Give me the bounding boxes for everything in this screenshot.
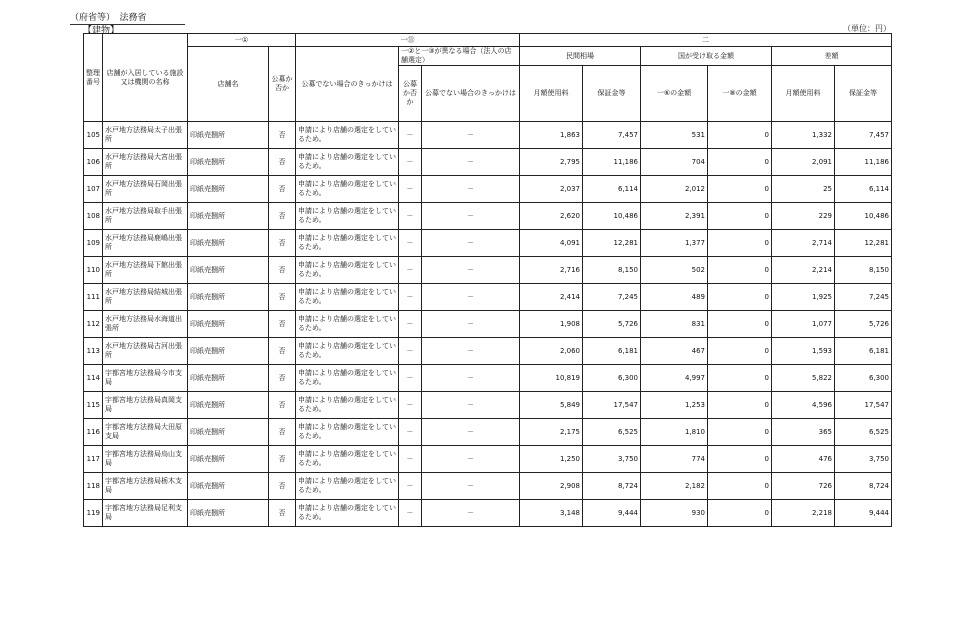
row-diff-monthly: 1,593 (772, 338, 835, 365)
row-received-8: 0 (708, 473, 772, 500)
row-received-6: 704 (641, 149, 708, 176)
row-market-deposit: 10,486 (583, 203, 641, 230)
row-market-monthly: 2,060 (520, 338, 583, 365)
row-received-8: 0 (708, 392, 772, 419)
row-diff-monthly: 1,077 (772, 311, 835, 338)
row-no: 118 (84, 473, 103, 500)
row-sub-public: － (399, 257, 422, 284)
row-market-deposit: 9,444 (583, 500, 641, 527)
row-public: 否 (269, 473, 296, 500)
row-diff-deposit: 12,281 (835, 230, 892, 257)
row-market-monthly: 2,620 (520, 203, 583, 230)
row-sub-public: － (399, 473, 422, 500)
row-shop: 印紙売捌所 (188, 500, 269, 527)
row-public: 否 (269, 284, 296, 311)
row-reason: 申請により店舗の選定をしているため。 (296, 419, 399, 446)
row-sub-public: － (399, 230, 422, 257)
table-row (84, 311, 892, 338)
row-sub-reason: － (422, 176, 520, 203)
table-row (84, 392, 892, 419)
row-public: 否 (269, 419, 296, 446)
row-facility: 宇都宮地方法務局大田原支局 (103, 419, 188, 446)
row-diff-deposit: 7,457 (835, 122, 892, 149)
row-no: 108 (84, 203, 103, 230)
col-sub-reason-header: 公募でない場合のきっかけは (422, 66, 520, 122)
row-facility: 宇都宮地方法務局栃木支局 (103, 473, 188, 500)
row-reason: 申請により店舗の選定をしているため。 (296, 203, 399, 230)
table-row (84, 365, 892, 392)
row-sub-public: － (399, 446, 422, 473)
row-received-6: 2,012 (641, 176, 708, 203)
row-sub-reason: － (422, 284, 520, 311)
row-market-deposit: 6,114 (583, 176, 641, 203)
row-received-8: 0 (708, 365, 772, 392)
row-public: 否 (269, 230, 296, 257)
row-diff-monthly: 1,332 (772, 122, 835, 149)
row-diff-deposit: 6,300 (835, 365, 892, 392)
col-diff-header: 差額 (772, 47, 892, 66)
group-11-header: 一⑪ (296, 34, 520, 47)
table-row (84, 257, 892, 284)
row-received-6: 2,182 (641, 473, 708, 500)
row-reason: 申請により店舗の選定をしているため。 (296, 122, 399, 149)
row-public: 否 (269, 338, 296, 365)
table-row (84, 176, 892, 203)
row-shop: 印紙売捌所 (188, 122, 269, 149)
row-market-deposit: 3,750 (583, 446, 641, 473)
row-sub-public: － (399, 284, 422, 311)
row-received-8: 0 (708, 311, 772, 338)
row-public: 否 (269, 149, 296, 176)
row-no: 113 (84, 338, 103, 365)
row-market-deposit: 6,300 (583, 365, 641, 392)
row-received-6: 930 (641, 500, 708, 527)
row-facility: 水戸地方法務局下館出張所 (103, 257, 188, 284)
row-sub-public: － (399, 149, 422, 176)
row-sub-reason: － (422, 257, 520, 284)
row-diff-monthly: 5,822 (772, 365, 835, 392)
row-reason: 申請により店舗の選定をしているため。 (296, 176, 399, 203)
col-monthly2-header: 月額使用料 (772, 66, 835, 122)
row-sub-reason: － (422, 473, 520, 500)
row-reason: 申請により店舗の選定をしているため。 (296, 338, 399, 365)
row-shop: 印紙売捌所 (188, 419, 269, 446)
row-market-monthly: 2,908 (520, 473, 583, 500)
row-reason: 申請により店舗の選定をしているため。 (296, 230, 399, 257)
row-received-6: 1,253 (641, 392, 708, 419)
col-sub-public-header: 公募か否か (399, 66, 422, 122)
row-facility: 宇都宮地方法務局真岡支局 (103, 392, 188, 419)
row-sub-reason: － (422, 500, 520, 527)
row-market-monthly: 2,037 (520, 176, 583, 203)
row-sub-reason: － (422, 338, 520, 365)
row-reason: 申請により店舗の選定をしているため。 (296, 257, 399, 284)
row-diff-deposit: 7,245 (835, 284, 892, 311)
col-deposit2-header: 保証金等 (835, 66, 892, 122)
unit-label: （単位：円） (843, 24, 891, 33)
row-public: 否 (269, 392, 296, 419)
row-diff-monthly: 476 (772, 446, 835, 473)
row-market-deposit: 5,726 (583, 311, 641, 338)
row-diff-deposit: 9,444 (835, 500, 892, 527)
group-1-header: 一① (188, 34, 296, 47)
row-diff-deposit: 8,724 (835, 473, 892, 500)
row-public: 否 (269, 365, 296, 392)
row-facility: 宇都宮地方法務局今市支局 (103, 365, 188, 392)
row-no: 115 (84, 392, 103, 419)
row-diff-monthly: 25 (772, 176, 835, 203)
row-diff-deposit: 8,150 (835, 257, 892, 284)
category-label: 【建物】 (83, 26, 120, 36)
row-sub-reason: － (422, 392, 520, 419)
col-no-header: 整理番号 (84, 34, 103, 122)
col-sub-diff-header: 一②と一③が異なる場合（法人の店舗選定） (399, 47, 520, 66)
row-received-8: 0 (708, 284, 772, 311)
row-no: 110 (84, 257, 103, 284)
table-row (84, 284, 892, 311)
row-sub-reason: － (422, 230, 520, 257)
row-no: 119 (84, 500, 103, 527)
row-market-deposit: 7,245 (583, 284, 641, 311)
row-sub-public: － (399, 338, 422, 365)
row-market-monthly: 1,863 (520, 122, 583, 149)
row-reason: 申請により店舗の選定をしているため。 (296, 365, 399, 392)
row-no: 116 (84, 419, 103, 446)
row-shop: 印紙売捌所 (188, 392, 269, 419)
row-no: 107 (84, 176, 103, 203)
row-received-6: 774 (641, 446, 708, 473)
col-m8-header: 一⑧の金額 (708, 66, 772, 122)
row-no: 109 (84, 230, 103, 257)
table-row (84, 338, 892, 365)
row-reason: 申請により店舗の選定をしているため。 (296, 149, 399, 176)
row-received-6: 489 (641, 284, 708, 311)
row-shop: 印紙売捌所 (188, 203, 269, 230)
row-received-6: 4,997 (641, 365, 708, 392)
col-received-header: 国が受け取る金額 (641, 47, 772, 66)
row-received-6: 502 (641, 257, 708, 284)
row-market-deposit: 8,724 (583, 473, 641, 500)
row-no: 112 (84, 311, 103, 338)
row-received-8: 0 (708, 122, 772, 149)
row-no: 117 (84, 446, 103, 473)
row-market-monthly: 2,175 (520, 419, 583, 446)
row-diff-deposit: 11,186 (835, 149, 892, 176)
row-received-8: 0 (708, 203, 772, 230)
row-diff-deposit: 6,181 (835, 338, 892, 365)
row-received-8: 0 (708, 230, 772, 257)
row-market-monthly: 5,849 (520, 392, 583, 419)
row-market-monthly: 2,795 (520, 149, 583, 176)
col-market-header: 民間相場 (520, 47, 641, 66)
row-sub-public: － (399, 311, 422, 338)
row-market-monthly: 1,908 (520, 311, 583, 338)
row-facility: 水戸地方法務局大宮出張所 (103, 149, 188, 176)
row-public: 否 (269, 446, 296, 473)
row-diff-monthly: 2,214 (772, 257, 835, 284)
row-sub-reason: － (422, 122, 520, 149)
row-facility: 宇都宮地方法務局烏山支局 (103, 446, 188, 473)
department-label: （府省等） 法務省 (70, 10, 185, 25)
row-public: 否 (269, 176, 296, 203)
row-shop: 印紙売捌所 (188, 284, 269, 311)
row-market-deposit: 6,525 (583, 419, 641, 446)
row-sub-reason: － (422, 365, 520, 392)
row-diff-monthly: 2,714 (772, 230, 835, 257)
row-sub-public: － (399, 365, 422, 392)
row-market-monthly: 10,819 (520, 365, 583, 392)
row-received-8: 0 (708, 500, 772, 527)
row-diff-deposit: 5,726 (835, 311, 892, 338)
row-sub-reason: － (422, 203, 520, 230)
row-reason: 申請により店舗の選定をしているため。 (296, 446, 399, 473)
row-diff-monthly: 229 (772, 203, 835, 230)
row-market-deposit: 12,281 (583, 230, 641, 257)
row-facility: 水戸地方法務局石岡出張所 (103, 176, 188, 203)
row-sub-reason: － (422, 149, 520, 176)
table-row (84, 230, 892, 257)
col-facility-header: 店舗が入居している施設又は機関の名称 (103, 34, 188, 122)
col-m6-header: 一⑥の金額 (641, 66, 708, 122)
row-received-6: 1,810 (641, 419, 708, 446)
row-public: 否 (269, 203, 296, 230)
row-shop: 印紙売捌所 (188, 176, 269, 203)
row-sub-reason: － (422, 419, 520, 446)
table-row (84, 149, 892, 176)
group-2-header: 二 (520, 34, 892, 47)
table-row (84, 419, 892, 446)
col-monthly-header: 月額使用料 (520, 66, 583, 122)
table-row (84, 122, 892, 149)
row-reason: 申請により店舗の選定をしているため。 (296, 392, 399, 419)
row-reason: 申請により店舗の選定をしているため。 (296, 473, 399, 500)
row-facility: 水戸地方法務局古河出張所 (103, 338, 188, 365)
row-received-8: 0 (708, 419, 772, 446)
row-diff-deposit: 6,525 (835, 419, 892, 446)
row-market-deposit: 7,457 (583, 122, 641, 149)
row-received-8: 0 (708, 176, 772, 203)
row-received-8: 0 (708, 257, 772, 284)
row-shop: 印紙売捌所 (188, 473, 269, 500)
row-received-6: 1,377 (641, 230, 708, 257)
row-facility: 水戸地方法務局取手出張所 (103, 203, 188, 230)
col-deposit-header: 保証金等 (583, 66, 641, 122)
row-diff-deposit: 17,547 (835, 392, 892, 419)
row-facility: 水戸地方法務局太子出張所 (103, 122, 188, 149)
row-received-6: 531 (641, 122, 708, 149)
table-row (84, 446, 892, 473)
row-diff-deposit: 3,750 (835, 446, 892, 473)
row-public: 否 (269, 311, 296, 338)
row-sub-public: － (399, 392, 422, 419)
row-public: 否 (269, 257, 296, 284)
row-received-6: 831 (641, 311, 708, 338)
row-shop: 印紙売捌所 (188, 257, 269, 284)
row-no: 106 (84, 149, 103, 176)
row-market-monthly: 1,250 (520, 446, 583, 473)
row-diff-monthly: 365 (772, 419, 835, 446)
row-diff-deposit: 10,486 (835, 203, 892, 230)
row-no: 114 (84, 365, 103, 392)
col-reason-header: 公募でない場合のきっかけは (296, 47, 399, 122)
row-market-deposit: 6,181 (583, 338, 641, 365)
row-no: 105 (84, 122, 103, 149)
row-market-monthly: 2,414 (520, 284, 583, 311)
row-market-monthly: 3,148 (520, 500, 583, 527)
row-sub-public: － (399, 500, 422, 527)
row-market-deposit: 11,186 (583, 149, 641, 176)
lease-table (83, 33, 892, 527)
table-row (84, 473, 892, 500)
row-facility: 宇都宮地方法務局足利支局 (103, 500, 188, 527)
row-sub-public: － (399, 203, 422, 230)
row-facility: 水戸地方法務局結城出張所 (103, 284, 188, 311)
row-public: 否 (269, 500, 296, 527)
row-market-deposit: 17,547 (583, 392, 641, 419)
row-received-6: 2,391 (641, 203, 708, 230)
row-received-8: 0 (708, 446, 772, 473)
row-received-8: 0 (708, 149, 772, 176)
row-shop: 印紙売捌所 (188, 365, 269, 392)
row-facility: 水戸地方法務局鹿嶋出張所 (103, 230, 188, 257)
row-shop: 印紙売捌所 (188, 311, 269, 338)
row-diff-monthly: 1,925 (772, 284, 835, 311)
col-shop-header: 店舗名 (188, 47, 269, 122)
row-market-deposit: 8,150 (583, 257, 641, 284)
row-sub-public: － (399, 122, 422, 149)
row-market-monthly: 4,091 (520, 230, 583, 257)
row-reason: 申請により店舗の選定をしているため。 (296, 311, 399, 338)
row-facility: 水戸地方法務局水海道出張所 (103, 311, 188, 338)
row-sub-public: － (399, 419, 422, 446)
col-public-header: 公募か否か (269, 47, 296, 122)
row-sub-public: － (399, 176, 422, 203)
row-shop: 印紙売捌所 (188, 230, 269, 257)
row-diff-monthly: 726 (772, 473, 835, 500)
row-market-monthly: 2,716 (520, 257, 583, 284)
row-diff-monthly: 4,596 (772, 392, 835, 419)
table-row (84, 500, 892, 527)
row-public: 否 (269, 122, 296, 149)
row-received-8: 0 (708, 338, 772, 365)
row-reason: 申請により店舗の選定をしているため。 (296, 500, 399, 527)
row-shop: 印紙売捌所 (188, 149, 269, 176)
row-shop: 印紙売捌所 (188, 338, 269, 365)
row-diff-deposit: 6,114 (835, 176, 892, 203)
row-diff-monthly: 2,091 (772, 149, 835, 176)
row-shop: 印紙売捌所 (188, 446, 269, 473)
table-row (84, 203, 892, 230)
row-sub-reason: － (422, 446, 520, 473)
row-no: 111 (84, 284, 103, 311)
row-sub-reason: － (422, 311, 520, 338)
row-diff-monthly: 2,218 (772, 500, 835, 527)
row-received-6: 467 (641, 338, 708, 365)
row-reason: 申請により店舗の選定をしているため。 (296, 284, 399, 311)
